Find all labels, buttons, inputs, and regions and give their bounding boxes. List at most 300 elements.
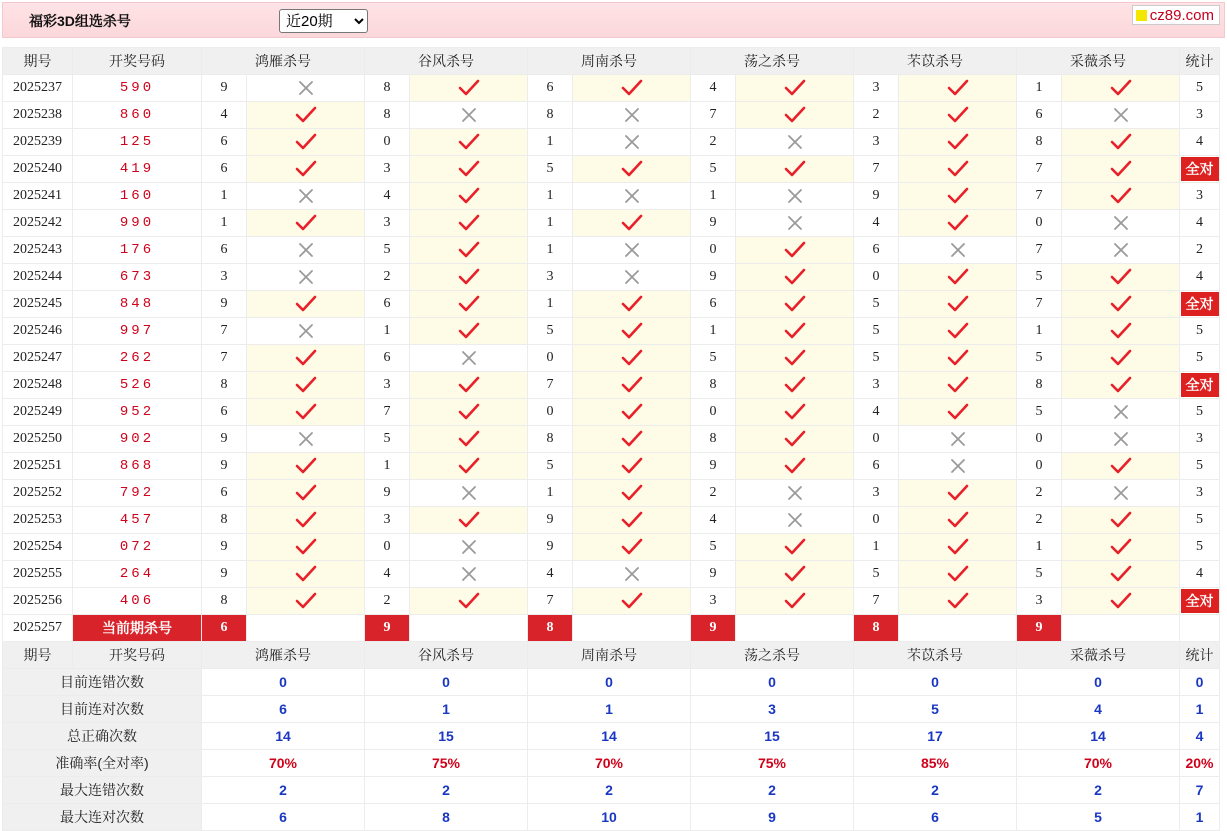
check-icon: [947, 349, 969, 367]
result-cell: [736, 561, 854, 588]
table-row: [3, 507, 1220, 534]
result-cell: [573, 102, 691, 129]
check-icon: [621, 430, 643, 448]
check-icon: [295, 484, 317, 502]
check-icon: [1110, 349, 1132, 367]
kill-number-cell: 5: [528, 156, 573, 183]
all-correct-badge: 全对: [1181, 589, 1219, 613]
stat-cell: 2: [1180, 237, 1220, 264]
result-cell: [573, 183, 691, 210]
stat-cell: [1180, 588, 1220, 615]
summary-row: [3, 804, 1220, 831]
kill-number-cell: 1: [854, 534, 899, 561]
kill-number-cell: 7: [365, 399, 410, 426]
stat-cell: [1180, 291, 1220, 318]
check-icon: [947, 295, 969, 313]
cross-icon: [949, 241, 967, 259]
draw-numbers-cell: 262: [73, 345, 202, 372]
check-icon: [947, 106, 969, 124]
summary-value: 2: [691, 777, 854, 804]
result-cell: [247, 156, 365, 183]
kill-number-cell: 0: [528, 399, 573, 426]
issue-cell: 2025249: [3, 399, 73, 426]
kill-number-cell: 1: [528, 237, 573, 264]
current-kill-number: 8: [854, 615, 899, 642]
col-header-issue: 期号: [3, 48, 73, 75]
kill-number-cell: 0: [854, 264, 899, 291]
kill-number-cell: 9: [691, 264, 736, 291]
result-cell: [899, 534, 1017, 561]
table-row: [3, 345, 1220, 372]
kill-number-cell: 6: [528, 75, 573, 102]
result-cell: [573, 507, 691, 534]
result-cell: [573, 129, 691, 156]
col-header-expert: 周南杀号: [528, 48, 691, 75]
draw-numbers-cell: 160: [73, 183, 202, 210]
result-cell: [1062, 129, 1180, 156]
result-cell: [1062, 480, 1180, 507]
summary-value: 15: [691, 723, 854, 750]
kill-number-cell: 3: [854, 75, 899, 102]
result-cell: [899, 102, 1017, 129]
summary-stat: 1: [1180, 696, 1220, 723]
result-cell: [573, 291, 691, 318]
result-cell: [1062, 426, 1180, 453]
kill-number-cell: 1: [691, 183, 736, 210]
kill-number-cell: 5: [691, 156, 736, 183]
summary-value: 17: [854, 723, 1017, 750]
kill-number-cell: 8: [691, 426, 736, 453]
check-icon: [295, 403, 317, 421]
kill-number-cell: 3: [528, 264, 573, 291]
result-cell: [247, 399, 365, 426]
kill-number-cell: 3: [365, 156, 410, 183]
result-cell: [247, 561, 365, 588]
result-cell: [410, 399, 528, 426]
result-cell: [899, 156, 1017, 183]
brand-logo[interactable]: [1132, 5, 1220, 25]
kill-number-cell: 3: [1017, 588, 1062, 615]
result-cell: [573, 156, 691, 183]
kill-number-cell: 1: [528, 210, 573, 237]
summary-row: [3, 777, 1220, 804]
result-cell: [247, 102, 365, 129]
result-cell: [410, 102, 528, 129]
result-cell: [573, 237, 691, 264]
result-cell: [410, 426, 528, 453]
result-cell: [247, 426, 365, 453]
kill-number-cell: 9: [691, 453, 736, 480]
draw-numbers-cell: 673: [73, 264, 202, 291]
kill-number-cell: 9: [528, 534, 573, 561]
result-cell: [899, 588, 1017, 615]
kill-number-cell: 2: [1017, 507, 1062, 534]
check-icon: [784, 457, 806, 475]
issue-cell: 2025252: [3, 480, 73, 507]
kill-number-cell: 3: [365, 210, 410, 237]
result-cell: [1062, 291, 1180, 318]
table-row: [3, 264, 1220, 291]
summary-value: 70%: [202, 750, 365, 777]
summary-value: 0: [202, 669, 365, 696]
stat-cell: 5: [1180, 399, 1220, 426]
cross-icon: [623, 133, 641, 151]
cross-icon: [460, 484, 478, 502]
check-icon: [1110, 511, 1132, 529]
result-cell: [410, 210, 528, 237]
summary-value: 1: [528, 696, 691, 723]
check-icon: [295, 295, 317, 313]
kill-number-cell: 5: [1017, 345, 1062, 372]
result-cell: [1062, 183, 1180, 210]
result-cell: [573, 318, 691, 345]
cross-icon: [297, 322, 315, 340]
kill-number-cell: 5: [1017, 399, 1062, 426]
result-cell: [899, 399, 1017, 426]
cross-icon: [949, 430, 967, 448]
check-icon: [1110, 457, 1132, 475]
kill-number-cell: 4: [365, 183, 410, 210]
col-header-expert: 谷风杀号: [365, 48, 528, 75]
kill-number-cell: 0: [365, 129, 410, 156]
result-cell: [573, 345, 691, 372]
summary-label: 最大连对次数: [3, 804, 202, 831]
kill-number-cell: 5: [528, 318, 573, 345]
summary-label: 准确率(全对率): [3, 750, 202, 777]
cross-icon: [1112, 484, 1130, 502]
check-icon: [458, 214, 480, 232]
stat-cell: 5: [1180, 345, 1220, 372]
issue-cell: 2025256: [3, 588, 73, 615]
kill-number-cell: 1: [528, 291, 573, 318]
summary-value: 85%: [854, 750, 1017, 777]
result-cell: [736, 372, 854, 399]
cross-icon: [623, 268, 641, 286]
summary-value: 0: [1017, 669, 1180, 696]
kill-number-cell: 8: [691, 372, 736, 399]
draw-numbers-cell: 590: [73, 75, 202, 102]
check-icon: [458, 187, 480, 205]
kill-number-cell: 2: [365, 264, 410, 291]
current-kill-number: 8: [528, 615, 573, 642]
cross-icon: [1112, 214, 1130, 232]
stat-cell: [1180, 372, 1220, 399]
check-icon: [458, 268, 480, 286]
result-cell: [410, 318, 528, 345]
result-cell: [1062, 102, 1180, 129]
issue-cell: 2025244: [3, 264, 73, 291]
result-cell: [1062, 210, 1180, 237]
kill-number-cell: 7: [528, 588, 573, 615]
result-cell: [736, 480, 854, 507]
kill-number-cell: 7: [691, 102, 736, 129]
current-kill-number: 9: [691, 615, 736, 642]
check-icon: [947, 511, 969, 529]
check-icon: [458, 430, 480, 448]
result-cell: [736, 264, 854, 291]
kill-number-cell: 9: [691, 561, 736, 588]
check-icon: [458, 457, 480, 475]
col-header-expert: 采薇杀号: [1017, 48, 1180, 75]
stat-cell: 5: [1180, 507, 1220, 534]
summary-row: [3, 750, 1220, 777]
result-cell: [899, 75, 1017, 102]
brand-text: cz89.com: [1149, 6, 1214, 24]
check-icon: [784, 295, 806, 313]
check-icon: [784, 106, 806, 124]
page-title: 福彩3D组选杀号: [29, 13, 131, 29]
check-icon: [621, 376, 643, 394]
draw-numbers-cell: 952: [73, 399, 202, 426]
result-cell: [899, 345, 1017, 372]
col-header-expert: 鸿雁杀号: [202, 642, 365, 669]
check-icon: [458, 403, 480, 421]
check-icon: [621, 484, 643, 502]
stat-cell: 4: [1180, 561, 1220, 588]
table-row: [3, 561, 1220, 588]
result-cell: [899, 480, 1017, 507]
kill-number-cell: 7: [1017, 156, 1062, 183]
period-select[interactable]: [279, 9, 368, 33]
result-cell: [410, 480, 528, 507]
result-cell: [1062, 399, 1180, 426]
result-cell: [247, 372, 365, 399]
check-icon: [458, 376, 480, 394]
summary-header-row: [3, 642, 1220, 669]
result-cell: [736, 102, 854, 129]
cross-icon: [297, 430, 315, 448]
kill-number-cell: 9: [202, 75, 247, 102]
check-icon: [1110, 592, 1132, 610]
check-icon: [947, 214, 969, 232]
table-header-row: [3, 48, 1220, 75]
result-cell: [899, 264, 1017, 291]
result-cell: [410, 183, 528, 210]
result-cell: [573, 75, 691, 102]
kill-number-cell: 6: [854, 237, 899, 264]
check-icon: [621, 295, 643, 313]
summary-value: 6: [202, 696, 365, 723]
kill-number-cell: 6: [365, 345, 410, 372]
check-icon: [295, 565, 317, 583]
kill-number-cell: 7: [854, 156, 899, 183]
draw-numbers-cell: 457: [73, 507, 202, 534]
result-cell: [899, 129, 1017, 156]
col-header-expert: 芣苡杀号: [854, 48, 1017, 75]
col-header-numbers: 开奖号码: [73, 48, 202, 75]
result-cell: [573, 561, 691, 588]
draw-numbers-cell: 176: [73, 237, 202, 264]
result-cell: [736, 588, 854, 615]
issue-cell: 2025246: [3, 318, 73, 345]
summary-row: [3, 723, 1220, 750]
result-cell: [410, 372, 528, 399]
kill-number-cell: 3: [365, 372, 410, 399]
kill-number-cell: 5: [528, 453, 573, 480]
table-row: [3, 183, 1220, 210]
kill-number-cell: 1: [528, 129, 573, 156]
result-cell: [736, 426, 854, 453]
kill-number-cell: 9: [691, 210, 736, 237]
result-cell: [410, 237, 528, 264]
kill-number-cell: 7: [1017, 237, 1062, 264]
draw-numbers-cell: 264: [73, 561, 202, 588]
kill-number-cell: 9: [202, 561, 247, 588]
cross-icon: [623, 241, 641, 259]
draw-numbers-cell: 406: [73, 588, 202, 615]
issue-cell: 2025254: [3, 534, 73, 561]
result-cell: [1062, 345, 1180, 372]
draw-numbers-cell: 526: [73, 372, 202, 399]
cross-icon: [1112, 430, 1130, 448]
check-icon: [1110, 268, 1132, 286]
result-cell: [573, 534, 691, 561]
kill-number-cell: 0: [1017, 210, 1062, 237]
col-header-expert: 采薇杀号: [1017, 642, 1180, 669]
stat-cell: 3: [1180, 102, 1220, 129]
check-icon: [295, 133, 317, 151]
kill-number-cell: 3: [365, 507, 410, 534]
result-cell: [1062, 561, 1180, 588]
check-icon: [1110, 160, 1132, 178]
stat-cell: 4: [1180, 264, 1220, 291]
stat-cell: 5: [1180, 453, 1220, 480]
result-cell: [410, 588, 528, 615]
draw-numbers-cell: 902: [73, 426, 202, 453]
check-icon: [1110, 295, 1132, 313]
current-period-row: [3, 615, 1220, 642]
stat-cell: 5: [1180, 534, 1220, 561]
result-cell: [573, 264, 691, 291]
kill-number-cell: 5: [1017, 264, 1062, 291]
result-cell: [247, 75, 365, 102]
result-cell: [1062, 534, 1180, 561]
summary-value: 70%: [528, 750, 691, 777]
check-icon: [295, 511, 317, 529]
col-header-expert: 周南杀号: [528, 642, 691, 669]
col-header-stat: 统计: [1180, 642, 1220, 669]
kill-number-cell: 1: [202, 183, 247, 210]
result-cell: [736, 156, 854, 183]
result-cell: [247, 345, 365, 372]
cross-icon: [623, 106, 641, 124]
kill-number-cell: 1: [1017, 75, 1062, 102]
issue-cell: 2025237: [3, 75, 73, 102]
check-icon: [784, 160, 806, 178]
kill-number-cell: 6: [202, 129, 247, 156]
kill-number-cell: 4: [854, 210, 899, 237]
summary-value: 2: [1017, 777, 1180, 804]
check-icon: [621, 214, 643, 232]
kill-number-cell: 2: [1017, 480, 1062, 507]
result-cell: [573, 453, 691, 480]
summary-value: 1: [365, 696, 528, 723]
kill-number-cell: 0: [691, 399, 736, 426]
col-header-numbers: 开奖号码: [73, 642, 202, 669]
result-cell: [899, 507, 1017, 534]
kill-number-cell: 0: [691, 237, 736, 264]
check-icon: [784, 241, 806, 259]
result-cell: [899, 183, 1017, 210]
kill-number-cell: 6: [1017, 102, 1062, 129]
kill-number-cell: 6: [365, 291, 410, 318]
table-row: [3, 156, 1220, 183]
result-cell: [736, 453, 854, 480]
result-cell: [247, 480, 365, 507]
check-icon: [947, 79, 969, 97]
result-cell: [573, 372, 691, 399]
check-icon: [947, 133, 969, 151]
result-cell: [1062, 237, 1180, 264]
check-icon: [947, 187, 969, 205]
kill-number-cell: 6: [202, 399, 247, 426]
kill-number-cell: 4: [202, 102, 247, 129]
result-cell: [736, 237, 854, 264]
kill-number-cell: 3: [854, 129, 899, 156]
summary-value: 14: [528, 723, 691, 750]
draw-numbers-cell: 125: [73, 129, 202, 156]
summary-value: 8: [365, 804, 528, 831]
kill-number-cell: 1: [202, 210, 247, 237]
kill-number-cell: 5: [1017, 561, 1062, 588]
kill-number-cell: 1: [365, 318, 410, 345]
result-cell: [736, 534, 854, 561]
kill-number-cell: 9: [202, 453, 247, 480]
result-cell: [899, 453, 1017, 480]
result-cell: [573, 588, 691, 615]
check-icon: [947, 268, 969, 286]
check-icon: [295, 160, 317, 178]
kill-number-cell: 5: [691, 534, 736, 561]
kill-number-cell: 4: [691, 507, 736, 534]
check-icon: [621, 322, 643, 340]
result-cell: [247, 237, 365, 264]
cross-icon: [1112, 241, 1130, 259]
cross-icon: [297, 187, 315, 205]
check-icon: [947, 592, 969, 610]
check-icon: [621, 160, 643, 178]
summary-label: 目前连错次数: [3, 669, 202, 696]
kill-number-cell: 0: [528, 345, 573, 372]
summary-value: 2: [528, 777, 691, 804]
check-icon: [621, 538, 643, 556]
check-icon: [947, 376, 969, 394]
kill-number-cell: 8: [202, 372, 247, 399]
result-cell: [247, 183, 365, 210]
kill-number-cell: 9: [528, 507, 573, 534]
summary-value: 2: [365, 777, 528, 804]
table-row: [3, 399, 1220, 426]
check-icon: [1110, 538, 1132, 556]
summary-value: 5: [854, 696, 1017, 723]
table-row: [3, 534, 1220, 561]
summary-value: 0: [365, 669, 528, 696]
check-icon: [458, 322, 480, 340]
result-cell: [247, 291, 365, 318]
check-icon: [1110, 565, 1132, 583]
result-cell: [410, 75, 528, 102]
current-kill-number: 6: [202, 615, 247, 642]
kill-number-cell: 3: [854, 480, 899, 507]
check-icon: [947, 322, 969, 340]
check-icon: [458, 160, 480, 178]
summary-value: 3: [691, 696, 854, 723]
check-icon: [1110, 376, 1132, 394]
kill-number-cell: 7: [1017, 291, 1062, 318]
kill-number-cell: 9: [202, 534, 247, 561]
kill-number-cell: 4: [528, 561, 573, 588]
kill-number-cell: 1: [528, 480, 573, 507]
